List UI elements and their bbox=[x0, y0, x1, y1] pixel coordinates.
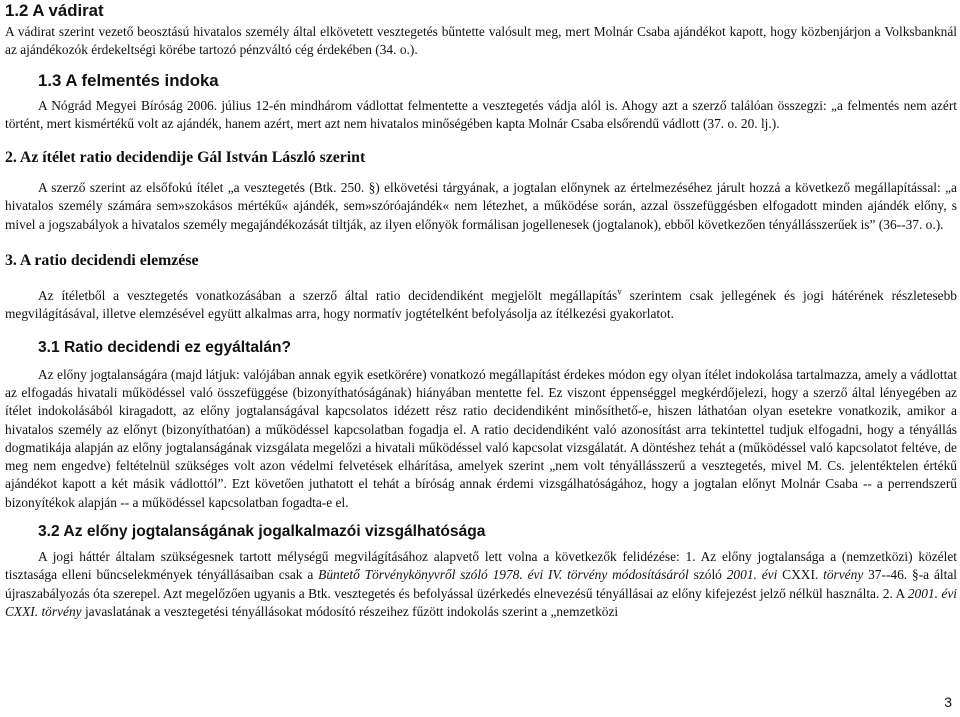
heading-3-1: 3.1 Ratio decidendi ez egyáltalán? bbox=[38, 338, 292, 356]
italic-segment: törvény bbox=[823, 567, 864, 583]
text-segment: A jogi háttér általam szükségesnek tartott mélységű megvilágításához alapvető lett volna a következők felidézése: 1. Az előny jogtalansága a (nemzetközi) közélet tisztasága elleni bűncselekmények tényállásaiban csak a bbox=[5, 549, 957, 583]
heading-3-2: 3.2 Az előny jogtalanságának jogalkalmazói vizsgálhatósága bbox=[38, 523, 486, 541]
heading-2: 2. Az ítélet ratio decidendije Gál István László szerint bbox=[5, 149, 366, 167]
paragraph-jogalkalmazoi bbox=[5, 548, 957, 621]
italic-segment: Büntető Törvénykönyvről szóló 1978. évi IV. törvény módosításáról bbox=[318, 567, 689, 583]
text-segment: javaslatának a vesztegetési tényállásokat módosító részeihez fűzött indokolás szerint a „nemzetközi bbox=[81, 603, 619, 619]
text-segment: Az ítéletből a vesztegetés vonatkozásában a szerző által ratio decidendiként megjelölt megállapítás bbox=[38, 288, 618, 304]
heading-1-3: 1.3 A felmentés indoka bbox=[38, 70, 219, 90]
paragraph-felmentes: A Nógrád Megyei Bíróság 2006. július 12-én mindhárom vádlottat felmentette a vesztegetés vádja alól is. Ahogy azt a szerző találóan összegzi: „a felmentés nem azért történt, mert kismértékű volt az ajándék, hanem azért, mert azt nem hivatalos minőségében kapta Molnár Csaba elsőrendű vádlott (37. o. 20. lj.). bbox=[5, 97, 957, 131]
italic-segment: 2001. évi CXXI. törvény bbox=[5, 585, 957, 619]
footnote-marker: v bbox=[617, 286, 622, 297]
text-segment: szerintem csak jellegének és jogi hátérének részletesebb megvilágításával, illetve elemzésével együtt alkalmas arra, hogy normatív jogtételként befolyásolja az ítélkezési gyakorlatot. bbox=[5, 288, 957, 322]
italic-segment: 2001. évi bbox=[726, 567, 778, 583]
paragraph-ratio-szerint: A szerző szerint az elsőfokú ítélet „a vesztegetés (Btk. 250. §) elkövetési tárgyának, a jogtalan előnynek az értelmezéséhez járult hozzá a következő megállapítással: „a hivatalos személy számára sem»szokásos mértékű« ajándék, sem»szóróajándék« nem létezhet, a működése során, azzal összefüggésben elfogadott minden ajándék előny, s mivel a jogszabályok a hivatalos személy megajándékozását tiltják, az ilyen előnyök formálisan jogellenesek (jogtalanok), ebből következően tényállásszerűek is” (36--37. o.). bbox=[5, 180, 957, 232]
text-segment: 37--46. §-a által újraszabályozás óta szerepel. Azt megelőzően ugyanis a Btk. vesztegetés és befolyással üzérkedés elnevezésű tényállásai az előny kifejezést jelző nélkül használta. 2. A bbox=[5, 567, 957, 601]
text-segment: szóló bbox=[688, 567, 727, 583]
page-number: 3 bbox=[944, 693, 952, 710]
heading-3: 3. A ratio decidendi elemzése bbox=[5, 252, 199, 270]
text-segment: CXXI. bbox=[777, 567, 824, 583]
paragraph-ratio-elemzes bbox=[5, 287, 957, 324]
paragraph-vadirat: A vádirat szerint vezető beosztású hivatalos személy által elkövetett vesztegetés bűntette valósult meg, mert Molnár Csaba ajándékot kapott, hogy közbenjárjon a Volksbanknál az ajándékozók érdekeltségi körébe tartozó pénzváltó cég érdekében (34. o.). bbox=[5, 24, 957, 58]
paragraph-ratio-egyaltalan: Az előny jogtalanságára (majd látjuk: valójában annak egyik esetkörére) vonatkozó megállapítást érdekes módon egy olyan ítélet indokolása tartalmazza, amely a vádlottat az elfogadás hivatali működéssel való összefüggése (bizonyíthatóságának) hiányában mentette fel. Ez viszont éppenséggel megkérdőjelezi, hogy a szerző által lényegében az ítélet indokolásából kiragadott, az előny jogtalanságával kapcsolatos idézett rész ratio decidendiként minősíthető-e, hiszen láthatóan olyan esetekre vonatkozik, amikor a hivatalos személy az előnyt (bizonyíthatóan) a működéssel kapcsolatban fogadja el. A ratio decidendiként való azonosítást arra tekintettel tudjuk elfogadni, hogy a tényállás dogmatikája alapján az előny jogtalanságának vizsgálata megelőzi a hivatali működéssel való kapcsolat vizsgálatát. A döntéshez tehát a (működéssel való kapcsolatot feltéve, de meg nem engedve) feltételnül szükséges volt azon védelmi felvetések elhárítása, amelyek szerint „nem volt tényállásszerű a vesztegetés, mivel M. Cs. jelentéktelen értékű ajándékot kapott a két másik vádlottól”. Ezt követően juthatott el tehát a bíróság annak érdemi vizsgálhatóságához, hogy a jogtalan előnyt Molnár Csaba -- a perrendszerű bizonyítékok alapján -- a működéssel kapcsolatban fogadta-e el. bbox=[5, 366, 957, 510]
heading-1-2: 1.2 A vádirat bbox=[5, 1, 104, 20]
